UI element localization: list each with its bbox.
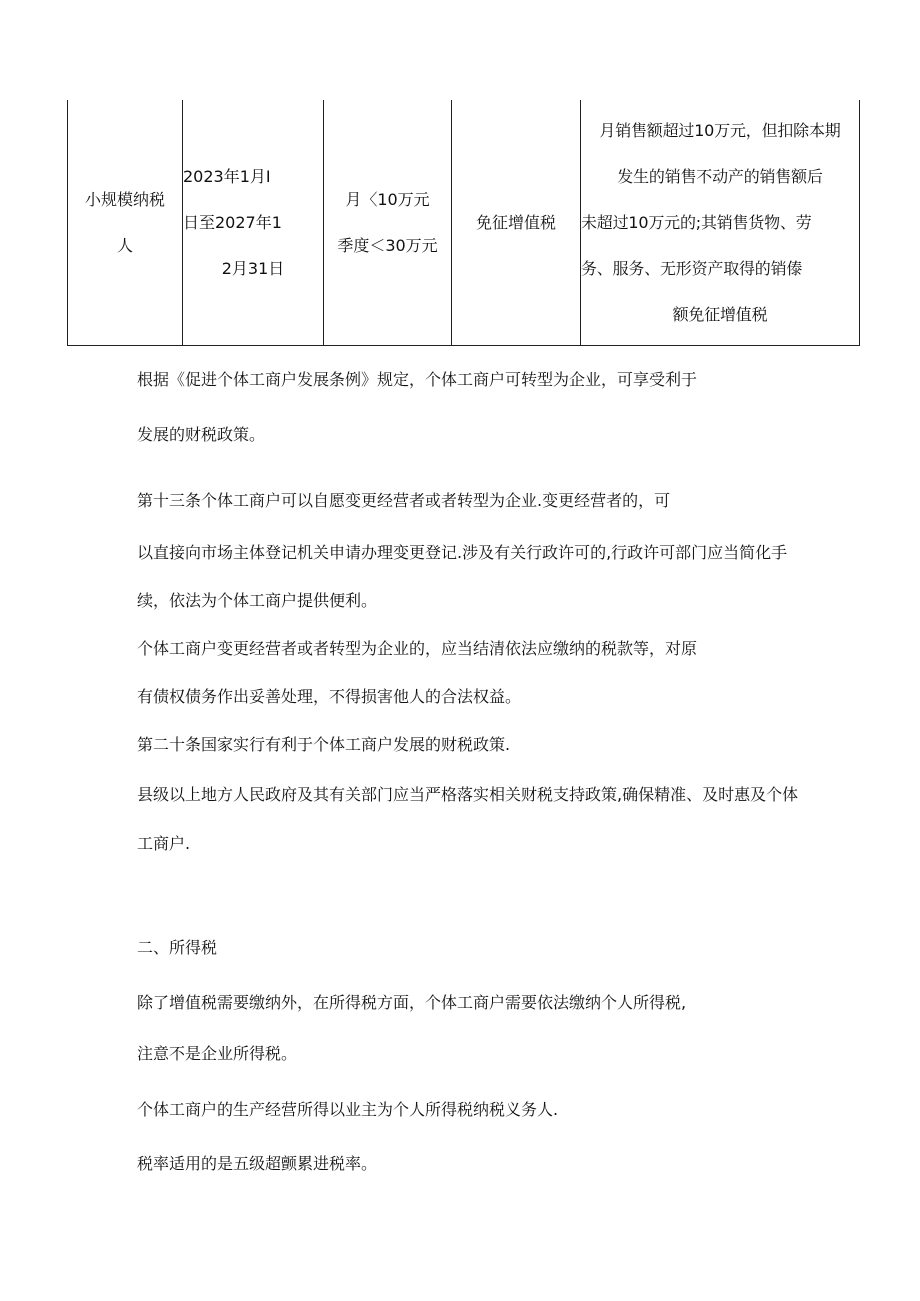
cell-text-line: 2月31日 xyxy=(221,258,285,278)
paragraph-line: 个体工商户变更经营者或者转型为企业的，应当结清依法应缴纳的税款等，对原 xyxy=(137,639,698,658)
vat-exemption-table xyxy=(67,100,860,346)
paragraph-line: 工商户. xyxy=(137,834,191,853)
cell-text-line: 月销售额超过10万元，但扣除本期 xyxy=(599,120,841,140)
paragraph-line: 有债权债务作出妥善处理，不得损害他人的合法权益。 xyxy=(137,687,522,706)
cell-text-line: 日至2027年1 xyxy=(183,212,282,232)
cell-text-line: 2023年1月I xyxy=(183,166,271,186)
paragraph-line: 根据《促进个体工商户发展条例》规定，个体工商户可转型为企业，可享受利于 xyxy=(137,370,698,389)
threshold-cell xyxy=(324,100,452,346)
paragraph-line: 第二十条国家实行有利于个体工商户发展的财税政策. xyxy=(137,735,511,754)
paragraph-line: 注意不是企业所得税。 xyxy=(137,1044,298,1063)
section-heading: 二、所得税 xyxy=(137,938,218,957)
paragraph-line: 除了增值税需要缴纳外，在所得税方面，个体工商户需要依法缴纳个人所得税, xyxy=(137,993,687,1012)
period-cell xyxy=(183,100,324,346)
paragraph-line: 个体工商户的生产经营所得以业主为个人所得税纳税义务人. xyxy=(137,1100,559,1119)
paragraph-line: 以直接向市场主体登记机关申请办理变更登记.涉及有关行政许可的,行政许可部门应当简化手 xyxy=(137,543,788,562)
cell-text-line: 免征增值税 xyxy=(475,212,556,232)
taxpayer-type-cell xyxy=(68,100,183,346)
cell-text-line: 小规模纳税 xyxy=(84,189,165,209)
cell-text-line: 季度＜30万元 xyxy=(337,235,438,255)
cell-text-line: 月〈10万元 xyxy=(345,189,430,209)
paragraph-line: 税率适用的是五级超颤累进税率。 xyxy=(137,1154,378,1173)
cell-text-line: 额免征增值税 xyxy=(672,304,768,324)
paragraph-line: 第十三条个体工商户可以自愿变更经营者或者转型为企业.变更经营者的，可 xyxy=(137,491,671,510)
paragraph-line: 续，依法为个体工商户提供便利。 xyxy=(137,591,378,610)
paragraph-line: 发展的财税政策。 xyxy=(137,425,266,444)
note-cell xyxy=(581,100,860,346)
policy-cell xyxy=(452,100,581,346)
cell-text-line: 发生的销售不动产的销售额后 xyxy=(617,166,823,186)
table-row xyxy=(68,100,860,346)
cell-text-line: 未超过10万元的;其销售货物、劳 xyxy=(581,212,812,232)
cell-text-line: 务、服务、无形资产取得的销傣 xyxy=(581,258,803,278)
cell-text-line: 人 xyxy=(116,235,133,255)
paragraph-line: 县级以上地方人民政府及其有关部门应当严格落实相关财税支持政策,确保精准、及时惠及个体 xyxy=(137,785,799,804)
